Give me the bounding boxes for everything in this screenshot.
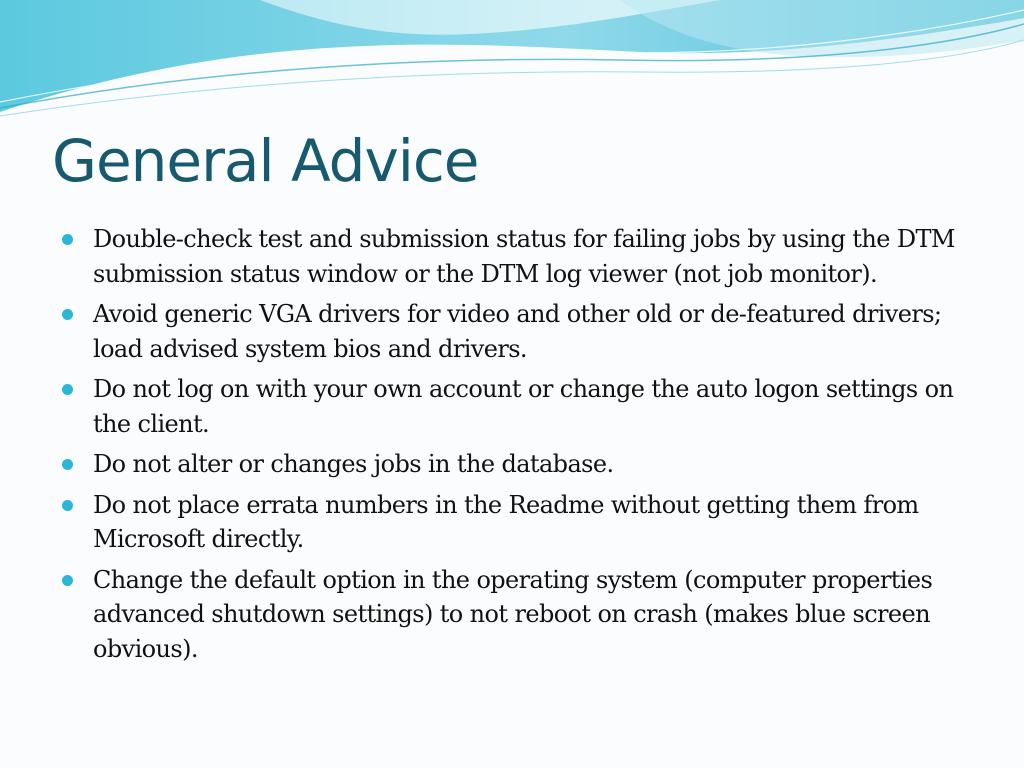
bullet-text: Do not place errata numbers in the Readme without getting them from Microsoft directly. bbox=[93, 490, 919, 553]
bullet-dot-icon bbox=[62, 309, 73, 320]
bullet-dot-icon bbox=[62, 234, 73, 245]
bullet-item bbox=[62, 297, 962, 366]
bullet-item bbox=[62, 488, 962, 557]
bullet-item bbox=[62, 372, 962, 441]
bullet-item bbox=[62, 447, 962, 482]
bullet-list bbox=[62, 222, 962, 672]
slide-title: General Advice bbox=[52, 127, 479, 195]
bullet-dot-icon bbox=[62, 500, 73, 511]
bullet-text: Avoid generic VGA drivers for video and other old or de-featured drivers; load advised system bios and drivers. bbox=[93, 300, 942, 363]
bullet-text: Do not log on with your own account or change the auto logon settings on the client. bbox=[93, 375, 954, 438]
bullet-item bbox=[62, 563, 962, 667]
bullet-text: Do not alter or changes jobs in the database. bbox=[93, 450, 614, 478]
bullet-text: Change the default option in the operating system (computer properties advanced shutdown settings) to not reboot on crash (makes blue screen obvious). bbox=[93, 565, 933, 663]
bullet-dot-icon bbox=[62, 384, 73, 395]
bullet-dot-icon bbox=[62, 459, 73, 470]
bullet-item bbox=[62, 222, 962, 291]
bullet-text: Double-check test and submission status for failing jobs by using the DTM submission status window or the DTM log viewer (not job monitor). bbox=[93, 225, 955, 288]
header-wave-decoration bbox=[0, 0, 1024, 130]
bullet-dot-icon bbox=[62, 575, 73, 586]
